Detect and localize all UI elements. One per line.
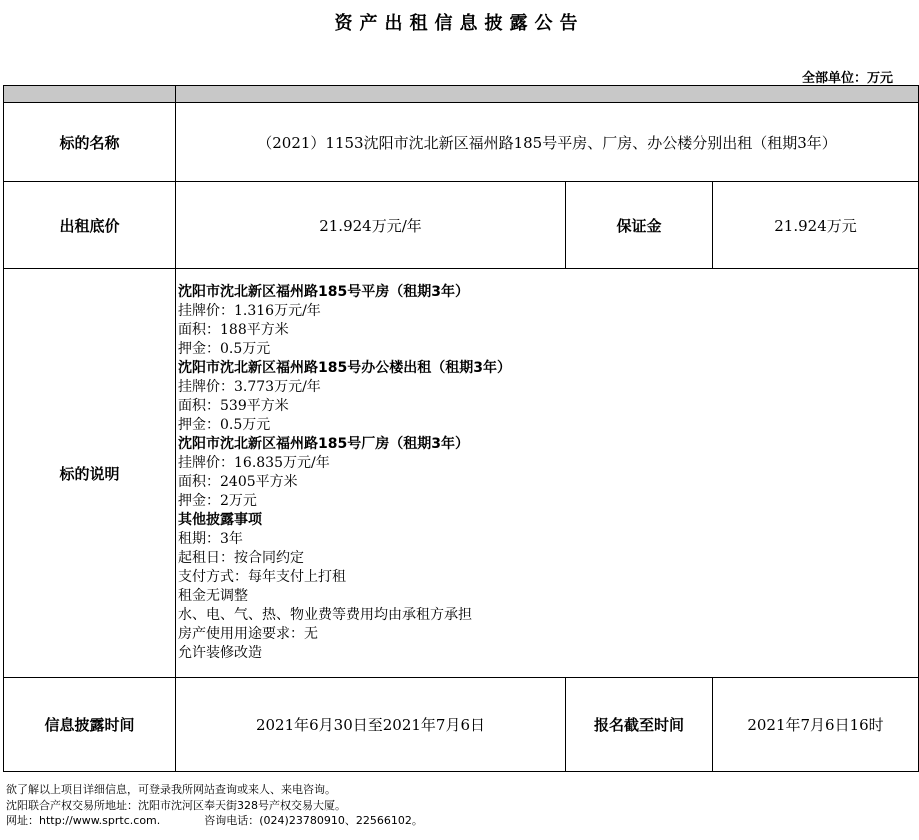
row-price <box>4 182 919 269</box>
unit-note: 全部单位：万元 <box>801 71 893 86</box>
desc-line: 租期：3年 <box>178 531 243 547</box>
deadline-value: 2021年7月6日16时 <box>713 678 919 772</box>
footer-line-3 <box>6 813 423 829</box>
desc-line: 其他披露事项 <box>178 512 262 528</box>
disclosure-table <box>3 85 919 772</box>
footer-line-2: 沈阳联合产权交易所地址：沈阳市沈河区奉天街328号产权交易大厦。 <box>6 798 346 812</box>
deadline-label: 报名截至时间 <box>566 678 713 772</box>
desc-content <box>176 269 919 678</box>
desc-line: 挂牌价：1.316万元/年 <box>178 303 321 319</box>
row-time <box>4 678 919 772</box>
deposit-value: 21.924万元 <box>713 182 919 269</box>
desc-line: 起租日：按合同约定 <box>178 550 304 566</box>
desc-label: 标的说明 <box>4 269 176 678</box>
footer-line-1: 欲了解以上项目详细信息，可登录我所网站查询或来人、来电咨询。 <box>6 783 336 796</box>
desc-line: 押金：2万元 <box>178 493 257 509</box>
header-cell-left <box>4 86 176 103</box>
name-label: 标的名称 <box>4 103 176 182</box>
website-text: 网址：http://www.sprtc.com. <box>6 814 161 827</box>
desc-line: 支付方式：每年支付上打租 <box>178 569 346 585</box>
desc-line: 房产使用用途要求：无 <box>178 626 318 642</box>
desc-line: 沈阳市沈北新区福州路185号厂房（租期3年） <box>178 436 469 452</box>
desc-line: 挂牌价：16.835万元/年 <box>178 455 330 471</box>
desc-line: 沈阳市沈北新区福州路185号办公楼出租（租期3年） <box>178 360 511 376</box>
desc-line: 水、电、气、热、物业费等费用均由承租方承担 <box>178 607 472 623</box>
footer-notes <box>6 782 423 829</box>
desc-line: 押金：0.5万元 <box>178 341 271 357</box>
time-label: 信息披露时间 <box>4 678 176 772</box>
desc-line: 面积：188平方米 <box>178 322 289 338</box>
desc-line: 押金：0.5万元 <box>178 417 271 433</box>
page-title: 资产出租信息披露公告 <box>334 13 585 34</box>
price-value: 21.924万元/年 <box>176 182 566 269</box>
name-value: （2021）1153沈阳市沈北新区福州路185号平房、厂房、办公楼分别出租（租期3年） <box>176 103 919 182</box>
phone-text: 咨询电话：(024)23780910、22566102。 <box>204 814 423 827</box>
desc-line: 沈阳市沈北新区福州路185号平房（租期3年） <box>178 284 469 300</box>
desc-line: 租金无调整 <box>178 588 248 604</box>
desc-line: 挂牌价：3.773万元/年 <box>178 379 321 395</box>
deposit-label: 保证金 <box>566 182 713 269</box>
row-description <box>4 269 919 678</box>
desc-line: 面积：539平方米 <box>178 398 289 414</box>
desc-line: 面积：2405平方米 <box>178 474 298 490</box>
time-value: 2021年6月30日至2021年7月6日 <box>176 678 566 772</box>
desc-line: 允许装修改造 <box>178 645 262 661</box>
price-label: 出租底价 <box>4 182 176 269</box>
row-name <box>4 103 919 182</box>
header-cell-right <box>176 86 919 103</box>
table-header-bar <box>4 86 919 103</box>
